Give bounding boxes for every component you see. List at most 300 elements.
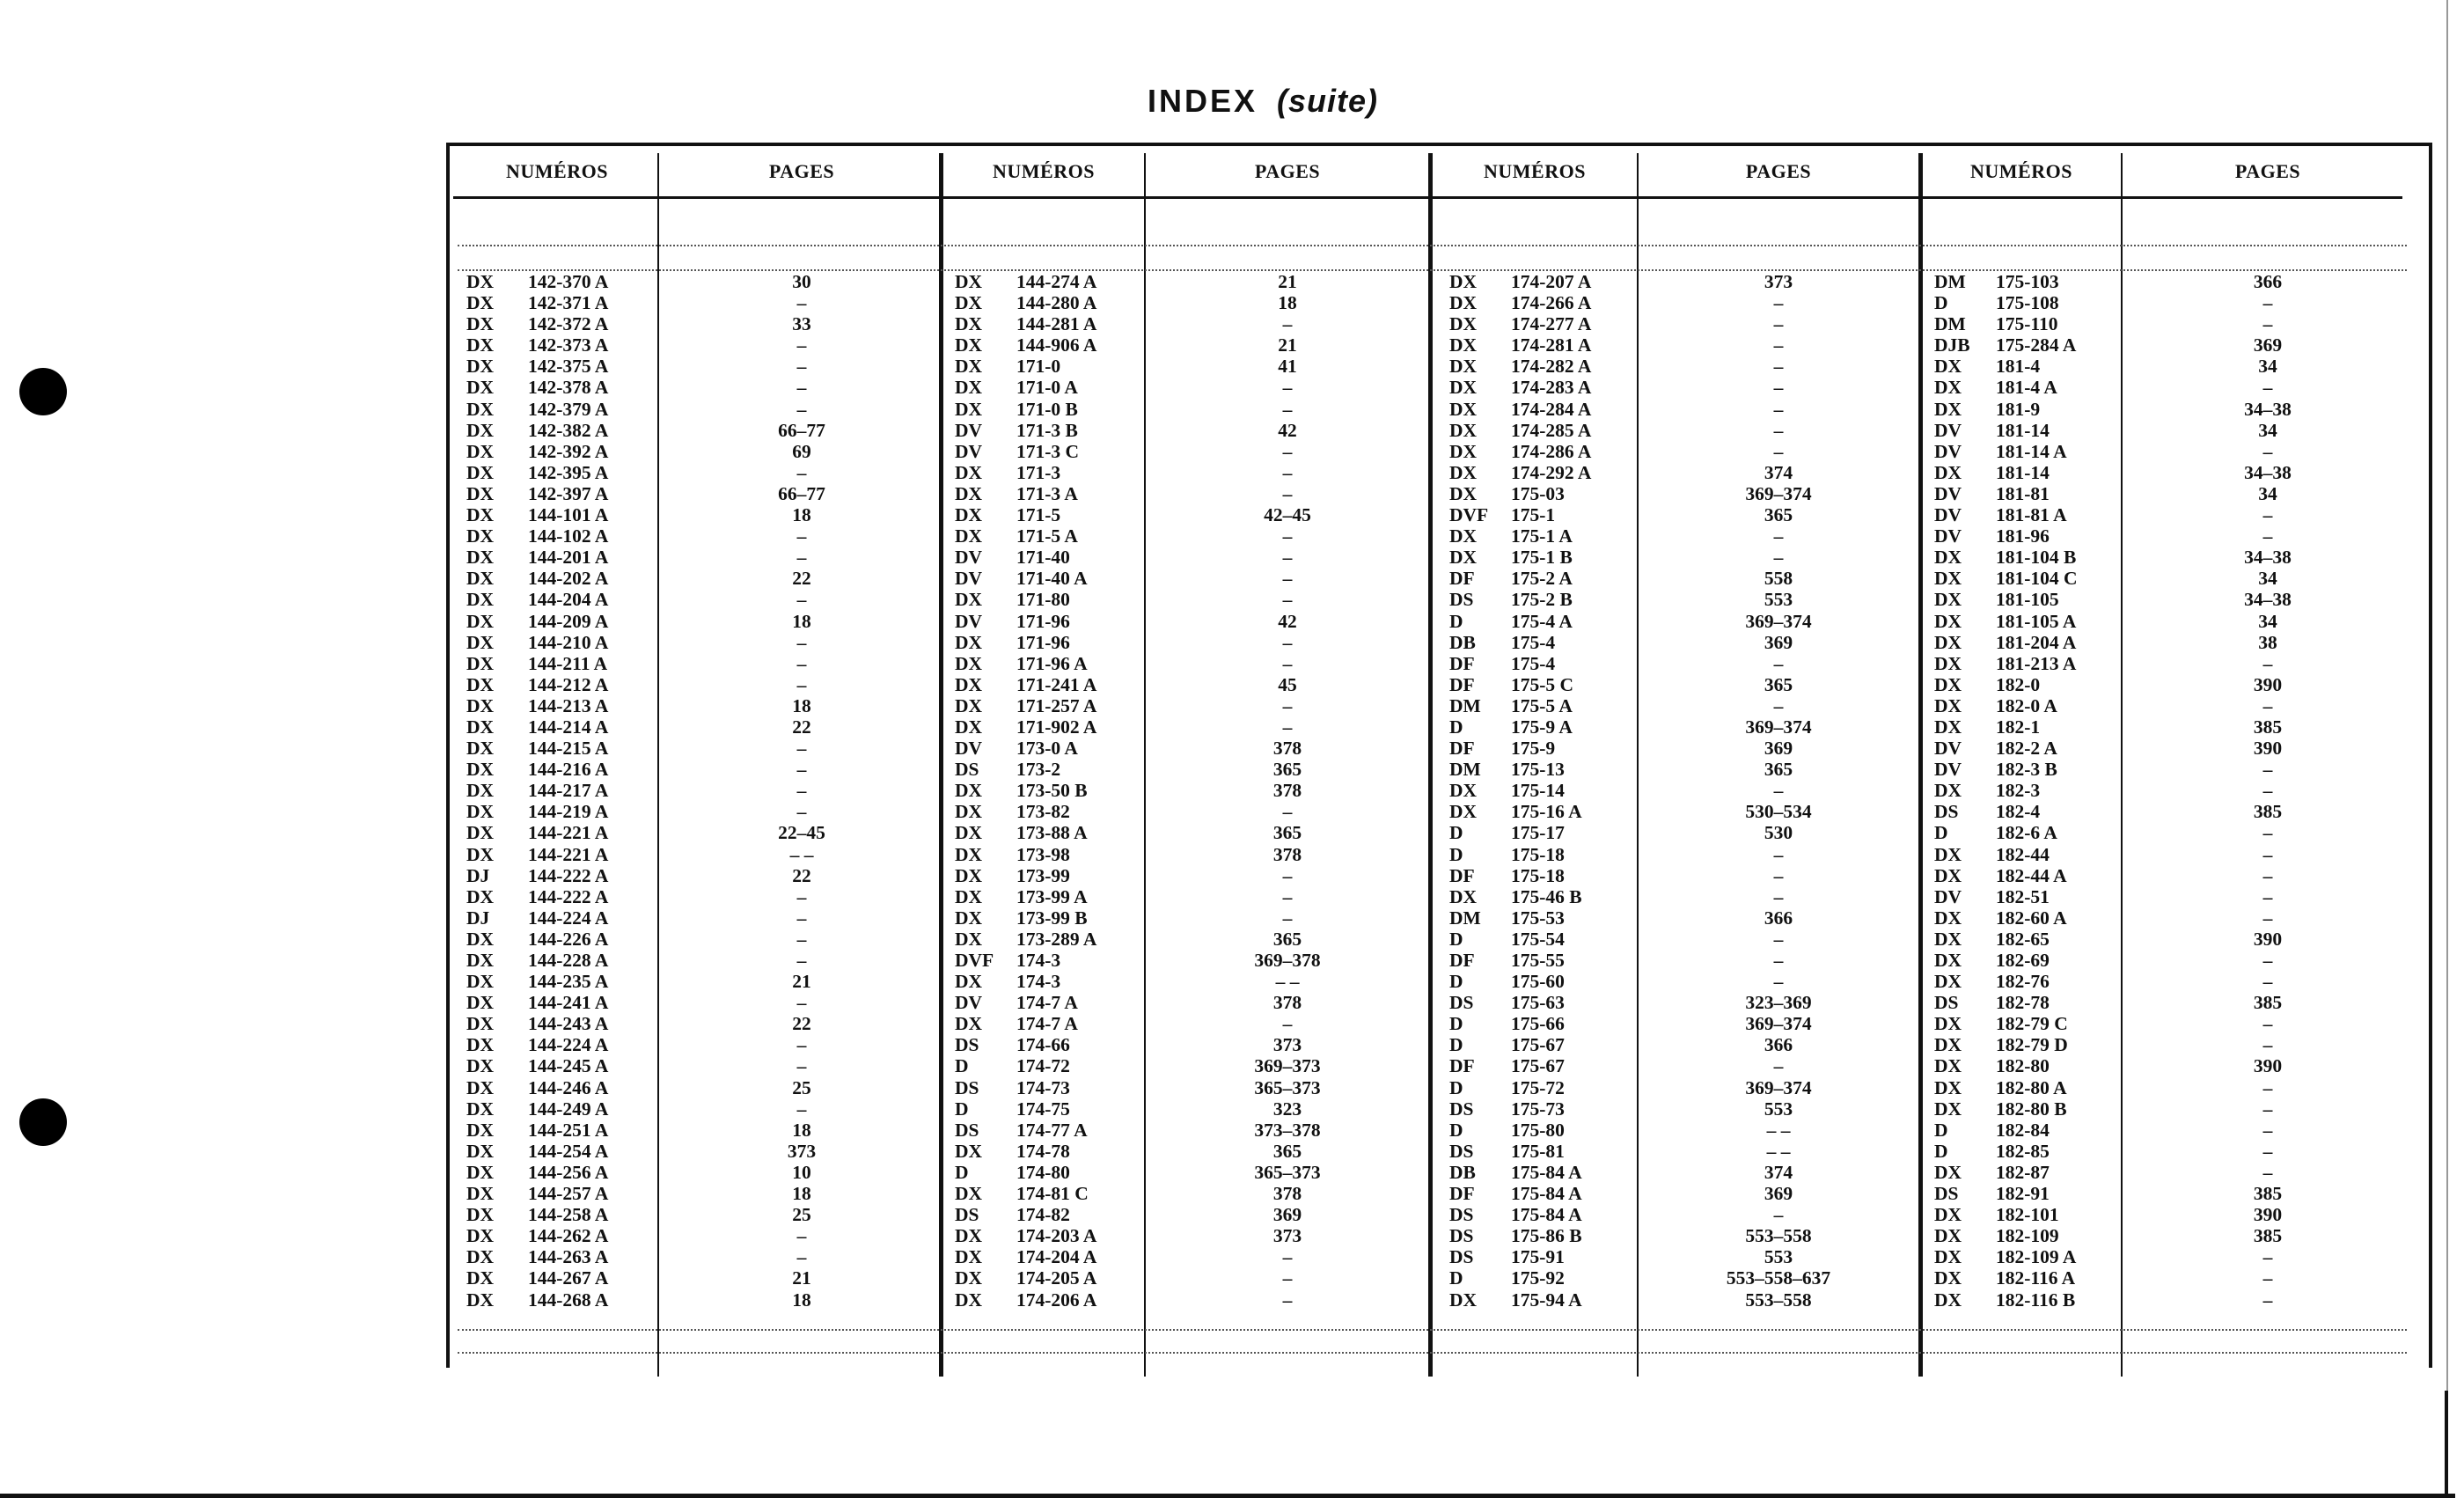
entry-number: 142-382 A (528, 419, 609, 441)
index-entry (1449, 1055, 1639, 1076)
entry-pages: 385 (2253, 1183, 2283, 1205)
entry-prefix: DX (1934, 610, 1962, 632)
index-entry (1934, 971, 2121, 992)
entry-prefix: DX (1449, 525, 1478, 547)
entry-prefix: DX (955, 589, 983, 611)
index-entry (955, 1204, 1144, 1225)
index-entry (1934, 292, 2121, 313)
index-entry (955, 1225, 1144, 1246)
index-entry (1449, 716, 1639, 738)
entry-number: 181-105 A (1996, 610, 2077, 632)
entry-prefix: DS (1934, 1183, 1959, 1205)
entry-prefix: DX (1449, 356, 1478, 378)
index-entry (466, 589, 656, 610)
index-entry (955, 313, 1144, 334)
index-entry (955, 738, 1144, 759)
entry-number: 171-3 C (1016, 440, 1080, 462)
entry-number: 174-283 A (1511, 377, 1592, 399)
entry-pages: – (2262, 652, 2273, 674)
entry-number: 182-51 (1996, 885, 2050, 907)
entry-number: 175-60 (1511, 971, 1565, 993)
entry-number: 173-0 A (1016, 738, 1078, 760)
entry-number: 174-205 A (1016, 1267, 1097, 1289)
entry-number: 175-72 (1511, 1076, 1565, 1098)
entry-number: 175-110 (1996, 313, 2058, 335)
index-entry (955, 886, 1144, 907)
entry-pages: 369 (2253, 334, 2283, 356)
entry-pages: 374 (1764, 1161, 1793, 1183)
entry-prefix: DV (1934, 759, 1962, 781)
index-entry (1934, 653, 2121, 674)
entry-number: 175-81 (1511, 1140, 1565, 1162)
index-entry (1449, 632, 1639, 653)
entry-prefix: DM (1934, 313, 1966, 335)
entry-number: 144-204 A (528, 589, 609, 611)
entry-number: 182-84 (1996, 1119, 2050, 1141)
index-entry (955, 759, 1144, 780)
entry-number: 171-40 (1016, 547, 1070, 569)
entry-number: 144-222 A (528, 885, 609, 907)
entry-pages: 374 (1764, 461, 1793, 483)
entry-pages: – (1282, 313, 1293, 335)
entry-pages: 365 (1272, 822, 1302, 844)
entry-pages: – (2262, 1098, 2273, 1120)
entry-number: 144-251 A (528, 1119, 609, 1141)
entry-number: 144-212 A (528, 673, 609, 695)
index-entry (1934, 801, 2121, 822)
entry-number: 175-16 A (1511, 801, 1582, 823)
entry-pages: – (1773, 419, 1784, 441)
entry-number: 171-96 A (1016, 652, 1088, 674)
entry-pages: – – (789, 843, 814, 865)
entry-number: 144-210 A (528, 631, 609, 653)
entry-pages: – (2262, 907, 2273, 929)
entry-number: 175-18 (1511, 864, 1565, 886)
entry-prefix: DX (955, 1013, 983, 1035)
entry-pages: – (1282, 589, 1293, 611)
index-entry (1449, 886, 1639, 907)
entry-number: 182-109 (1996, 1225, 2059, 1247)
entry-pages: 378 (1272, 843, 1302, 865)
index-entry (1934, 822, 2121, 843)
entry-number: 175-84 A (1511, 1161, 1582, 1183)
entry-prefix: DX (1449, 885, 1478, 907)
entry-prefix: DX (1934, 673, 1962, 695)
entry-number: 144-226 A (528, 928, 609, 950)
entry-number: 171-40 A (1016, 568, 1088, 590)
entry-pages: – (2262, 313, 2273, 335)
index-entry (1449, 462, 1639, 483)
entry-pages: – (796, 589, 807, 611)
index-entry (1934, 611, 2121, 632)
entry-pages: – (796, 356, 807, 378)
entry-prefix: DX (955, 313, 983, 335)
entry-pages: 34 (2258, 568, 2277, 590)
index-entry (466, 1077, 656, 1098)
entry-number: 144-101 A (528, 504, 609, 526)
entry-pages: – (796, 1246, 807, 1268)
entry-pages: – – (1766, 1119, 1791, 1141)
index-entry (1934, 441, 2121, 462)
header-numeros-2: NUMÉROS (993, 160, 1095, 182)
entry-pages: 323–369 (1745, 992, 1812, 1014)
entry-pages: 365 (1764, 504, 1793, 526)
entry-number: 175-18 (1511, 843, 1565, 865)
entry-prefix: DX (955, 1183, 983, 1205)
entry-number: 174-284 A (1511, 398, 1592, 420)
entry-pages: – (1282, 694, 1293, 716)
index-entry (955, 1289, 1144, 1311)
index-entry (955, 674, 1144, 695)
entry-prefix: D (955, 1055, 969, 1077)
entry-pages: – (796, 673, 807, 695)
entry-number: 171-0 (1016, 356, 1061, 378)
entry-prefix: DX (1934, 652, 1962, 674)
entry-pages: – (1773, 780, 1784, 802)
entry-pages: 373–378 (1254, 1119, 1321, 1141)
entry-pages: 365–373 (1254, 1076, 1321, 1098)
entry-prefix: DS (955, 1204, 979, 1226)
entry-pages: 369–373 (1254, 1055, 1321, 1077)
entry-pages: 369–374 (1745, 1076, 1812, 1098)
entry-pages: 18 (1278, 292, 1297, 314)
entry-number: 182-2 A (1996, 738, 2057, 760)
entry-prefix: DX (466, 292, 495, 314)
entry-pages: – (2262, 759, 2273, 781)
entry-number: 144-201 A (528, 547, 609, 569)
entry-prefix: DX (1449, 271, 1478, 292)
entry-pages: 38 (2258, 631, 2277, 653)
entry-pages: – (1773, 971, 1784, 993)
entry-prefix: DX (466, 419, 495, 441)
entry-pages: – (1282, 1267, 1293, 1289)
entry-pages: 378 (1272, 992, 1302, 1014)
entry-pages: 366 (1764, 907, 1793, 929)
entry-number: 175-46 B (1511, 885, 1582, 907)
entry-prefix: DX (1934, 1225, 1962, 1247)
entry-prefix: DX (1449, 313, 1478, 335)
entry-prefix: DX (1449, 780, 1478, 802)
entry-prefix: DX (955, 907, 983, 929)
entry-pages: – (1282, 631, 1293, 653)
entry-prefix: DX (466, 950, 495, 971)
entry-number: 181-81 A (1996, 504, 2067, 526)
entry-pages: 366 (2253, 271, 2283, 292)
entry-prefix: DX (1934, 589, 1962, 611)
entry-pages: 21 (1278, 334, 1297, 356)
entry-number: 171-80 (1016, 589, 1070, 611)
entry-prefix: DX (955, 652, 983, 674)
entry-prefix: D (1449, 971, 1463, 993)
index-entry (1449, 377, 1639, 398)
entry-prefix: D (1449, 1034, 1463, 1056)
index-entry (955, 1098, 1144, 1120)
entry-number: 174-75 (1016, 1098, 1070, 1120)
entry-prefix: DX (955, 398, 983, 420)
entry-number: 175-73 (1511, 1098, 1565, 1120)
entry-number: 175-4 A (1511, 610, 1573, 632)
entry-prefix: D (1934, 1119, 1948, 1141)
entry-pages: – (1773, 928, 1784, 950)
entry-pages: 378 (1272, 738, 1302, 760)
entry-number: 181-105 (1996, 589, 2059, 611)
index-entry (955, 1013, 1144, 1034)
entry-number: 174-281 A (1511, 334, 1592, 356)
index-entry (955, 589, 1144, 610)
index-entry (1449, 929, 1639, 950)
entry-prefix: DX (955, 822, 983, 844)
index-entry (1449, 1267, 1639, 1289)
index-entry (1934, 377, 2121, 398)
entry-pages: 33 (792, 313, 811, 335)
index-entry (1449, 1077, 1639, 1098)
entry-number: 175-103 (1996, 271, 2059, 292)
entry-prefix: DX (955, 928, 983, 950)
entry-number: 174-72 (1016, 1055, 1070, 1077)
entry-pages: – (1773, 356, 1784, 378)
entry-prefix: DX (955, 1246, 983, 1268)
numeros-column-1 (466, 271, 656, 1311)
entry-prefix: DX (1934, 716, 1962, 738)
entry-number: 173-50 B (1016, 780, 1088, 802)
entry-pages: – (796, 398, 807, 420)
entry-pages: 373 (787, 1140, 817, 1162)
index-entry (1934, 1098, 2121, 1120)
index-entry (1934, 420, 2121, 441)
entry-number: 175-91 (1511, 1246, 1565, 1268)
entry-prefix: DX (955, 843, 983, 865)
entry-number: 181-96 (1996, 525, 2050, 547)
entry-number: 144-245 A (528, 1055, 609, 1077)
entry-prefix: DX (466, 1246, 495, 1268)
entry-pages: 553–558 (1745, 1289, 1812, 1311)
header-pages-3: PAGES (1745, 160, 1812, 182)
entry-number: 174-285 A (1511, 419, 1592, 441)
entry-pages: – (1773, 950, 1784, 971)
entry-pages: 21 (792, 971, 811, 993)
index-entry (1449, 1183, 1639, 1204)
entry-prefix: DV (955, 738, 983, 760)
entry-number: 142-379 A (528, 398, 609, 420)
entry-number: 144-221 A (528, 822, 609, 844)
entry-prefix: DX (1934, 780, 1962, 802)
entry-pages: – (2262, 377, 2273, 399)
entry-pages: – (1282, 885, 1293, 907)
entry-prefix: DX (1449, 801, 1478, 823)
entry-pages: – (796, 1225, 807, 1247)
index-entry (1449, 653, 1639, 674)
entry-prefix: DS (955, 1076, 979, 1098)
entry-number: 144-280 A (1016, 292, 1097, 314)
index-entry (1449, 1162, 1639, 1183)
entry-prefix: DVF (1449, 504, 1489, 526)
entry-number: 144-209 A (528, 610, 609, 632)
entry-prefix: DB (1449, 631, 1476, 653)
entry-pages: 553 (1764, 1098, 1793, 1120)
entry-prefix: DS (1449, 589, 1474, 611)
header-pages-4: PAGES (2234, 160, 2301, 182)
entry-pages: – (796, 950, 807, 971)
entry-number: 171-3 B (1016, 419, 1078, 441)
entry-pages: 21 (792, 1267, 811, 1289)
entry-number: 144-215 A (528, 738, 609, 760)
entry-pages: 21 (1278, 271, 1297, 292)
entry-pages: – (1773, 313, 1784, 335)
entry-prefix: DX (1934, 1267, 1962, 1289)
entry-pages: – (1773, 440, 1784, 462)
entry-prefix: DX (955, 1267, 983, 1289)
index-entry (466, 950, 656, 971)
index-entry (1934, 462, 2121, 483)
index-entry (466, 462, 656, 483)
entry-number: 174-80 (1016, 1161, 1070, 1183)
header-numeros-1: NUMÉROS (506, 160, 608, 182)
index-entry (466, 1225, 656, 1246)
entry-pages: 365 (1272, 759, 1302, 781)
entry-prefix: DX (466, 356, 495, 378)
entry-number: 171-3 A (1016, 482, 1078, 504)
index-entry (1449, 738, 1639, 759)
entry-number: 175-4 (1511, 631, 1556, 653)
index-entry (466, 1141, 656, 1162)
entry-prefix: DS (1449, 1204, 1474, 1226)
index-entry (1449, 907, 1639, 929)
index-entry (1934, 695, 2121, 716)
entry-pages: 378 (1272, 1183, 1302, 1205)
entry-prefix: DX (955, 482, 983, 504)
entry-number: 175-1 (1511, 504, 1556, 526)
entry-pages: – (796, 1098, 807, 1120)
entry-pages: – (1282, 1246, 1293, 1268)
title-subtitle: (suite) (1277, 83, 1379, 119)
entry-prefix: DX (466, 313, 495, 335)
entry-number: 181-104 C (1996, 568, 2078, 590)
entry-prefix: DX (1934, 864, 1962, 886)
entry-number: 171-96 (1016, 610, 1070, 632)
index-entry (466, 1204, 656, 1225)
index-entry (955, 801, 1144, 822)
entry-number: 182-116 A (1996, 1267, 2076, 1289)
entry-number: 175-84 A (1511, 1183, 1582, 1205)
index-entry (1449, 589, 1639, 610)
entry-prefix: DX (1934, 907, 1962, 929)
entry-number: 144-262 A (528, 1225, 609, 1247)
entry-prefix: D (955, 1098, 969, 1120)
entry-prefix: DX (1934, 694, 1962, 716)
entry-number: 174-82 (1016, 1204, 1070, 1226)
entry-pages: – (2262, 864, 2273, 886)
entry-number: 144-211 A (528, 652, 608, 674)
entry-pages: 369–374 (1745, 1013, 1812, 1035)
entry-pages: 385 (2253, 801, 2283, 823)
entry-pages: – (2262, 1140, 2273, 1162)
index-entry (1934, 1077, 2121, 1098)
numeros-column-4 (1934, 271, 2121, 1311)
entry-prefix: DX (955, 801, 983, 823)
index-entry (955, 547, 1144, 568)
entry-prefix: DF (1449, 864, 1475, 886)
entry-number: 171-0 B (1016, 398, 1078, 420)
entry-number: 174-7 A (1016, 992, 1078, 1014)
entry-prefix: DX (1934, 1246, 1962, 1268)
entry-pages: 373 (1272, 1034, 1302, 1056)
entry-number: 171-3 (1016, 461, 1061, 483)
index-entry (955, 271, 1144, 292)
entry-prefix: DX (466, 971, 495, 993)
entry-prefix: DX (955, 971, 983, 993)
entry-pages: 25 (792, 1204, 811, 1226)
entry-prefix: DX (466, 631, 495, 653)
entry-pages: 42 (1278, 610, 1297, 632)
index-entry (1449, 844, 1639, 865)
entry-number: 182-80 B (1996, 1098, 2067, 1120)
entry-prefix: DX (466, 1140, 495, 1162)
entry-prefix: DX (466, 398, 495, 420)
entry-number: 174-203 A (1016, 1225, 1097, 1247)
entry-pages: 366 (1764, 1034, 1793, 1056)
entry-number: 173-99 A (1016, 885, 1088, 907)
entry-pages: – (2262, 1289, 2273, 1311)
entry-number: 144-257 A (528, 1183, 609, 1205)
entry-prefix: DV (1934, 738, 1962, 760)
index-entry (466, 780, 656, 801)
entry-pages: 66–77 (778, 419, 825, 441)
entry-prefix: D (1449, 1076, 1463, 1098)
index-entry (1449, 801, 1639, 822)
entry-number: 175-9 A (1511, 716, 1573, 738)
entry-prefix: DB (1449, 1161, 1476, 1183)
title-text: INDEX (1147, 83, 1258, 119)
entry-pages: 373 (1764, 271, 1793, 292)
entry-pages: – (796, 461, 807, 483)
index-entry (1449, 420, 1639, 441)
entry-prefix: DX (466, 1076, 495, 1098)
index-entry (1934, 950, 2121, 971)
index-entry (466, 399, 656, 420)
index-entry (1934, 886, 2121, 907)
entry-number: 175-53 (1511, 907, 1565, 929)
index-entry (955, 1077, 1144, 1098)
entry-prefix: DV (1934, 440, 1962, 462)
entry-number: 182-1 (1996, 716, 2041, 738)
index-entry (1449, 1098, 1639, 1120)
index-entry (955, 420, 1144, 441)
entry-prefix: DV (955, 568, 983, 590)
index-entry (1934, 716, 2121, 738)
index-entry (955, 1267, 1144, 1289)
index-entry (1934, 632, 2121, 653)
index-entry (466, 1267, 656, 1289)
entry-number: 144-246 A (528, 1076, 609, 1098)
index-entry (955, 844, 1144, 865)
entry-prefix: DX (1449, 482, 1478, 504)
index-entry (1449, 822, 1639, 843)
entry-pages: 34 (2258, 419, 2277, 441)
entry-prefix: DV (955, 992, 983, 1014)
index-entry (466, 1183, 656, 1204)
entry-prefix: DV (1934, 482, 1962, 504)
entry-number: 181-14 A (1996, 440, 2067, 462)
entry-pages: – (2262, 1267, 2273, 1289)
entry-number: 175-108 (1996, 292, 2059, 314)
index-entry (955, 865, 1144, 886)
entry-number: 144-235 A (528, 971, 609, 993)
entry-number: 181-9 (1996, 398, 2041, 420)
entry-number: 174-81 C (1016, 1183, 1089, 1205)
entry-pages: – (1773, 885, 1784, 907)
entry-number: 175-84 A (1511, 1204, 1582, 1226)
entry-pages: 385 (2253, 992, 2283, 1014)
